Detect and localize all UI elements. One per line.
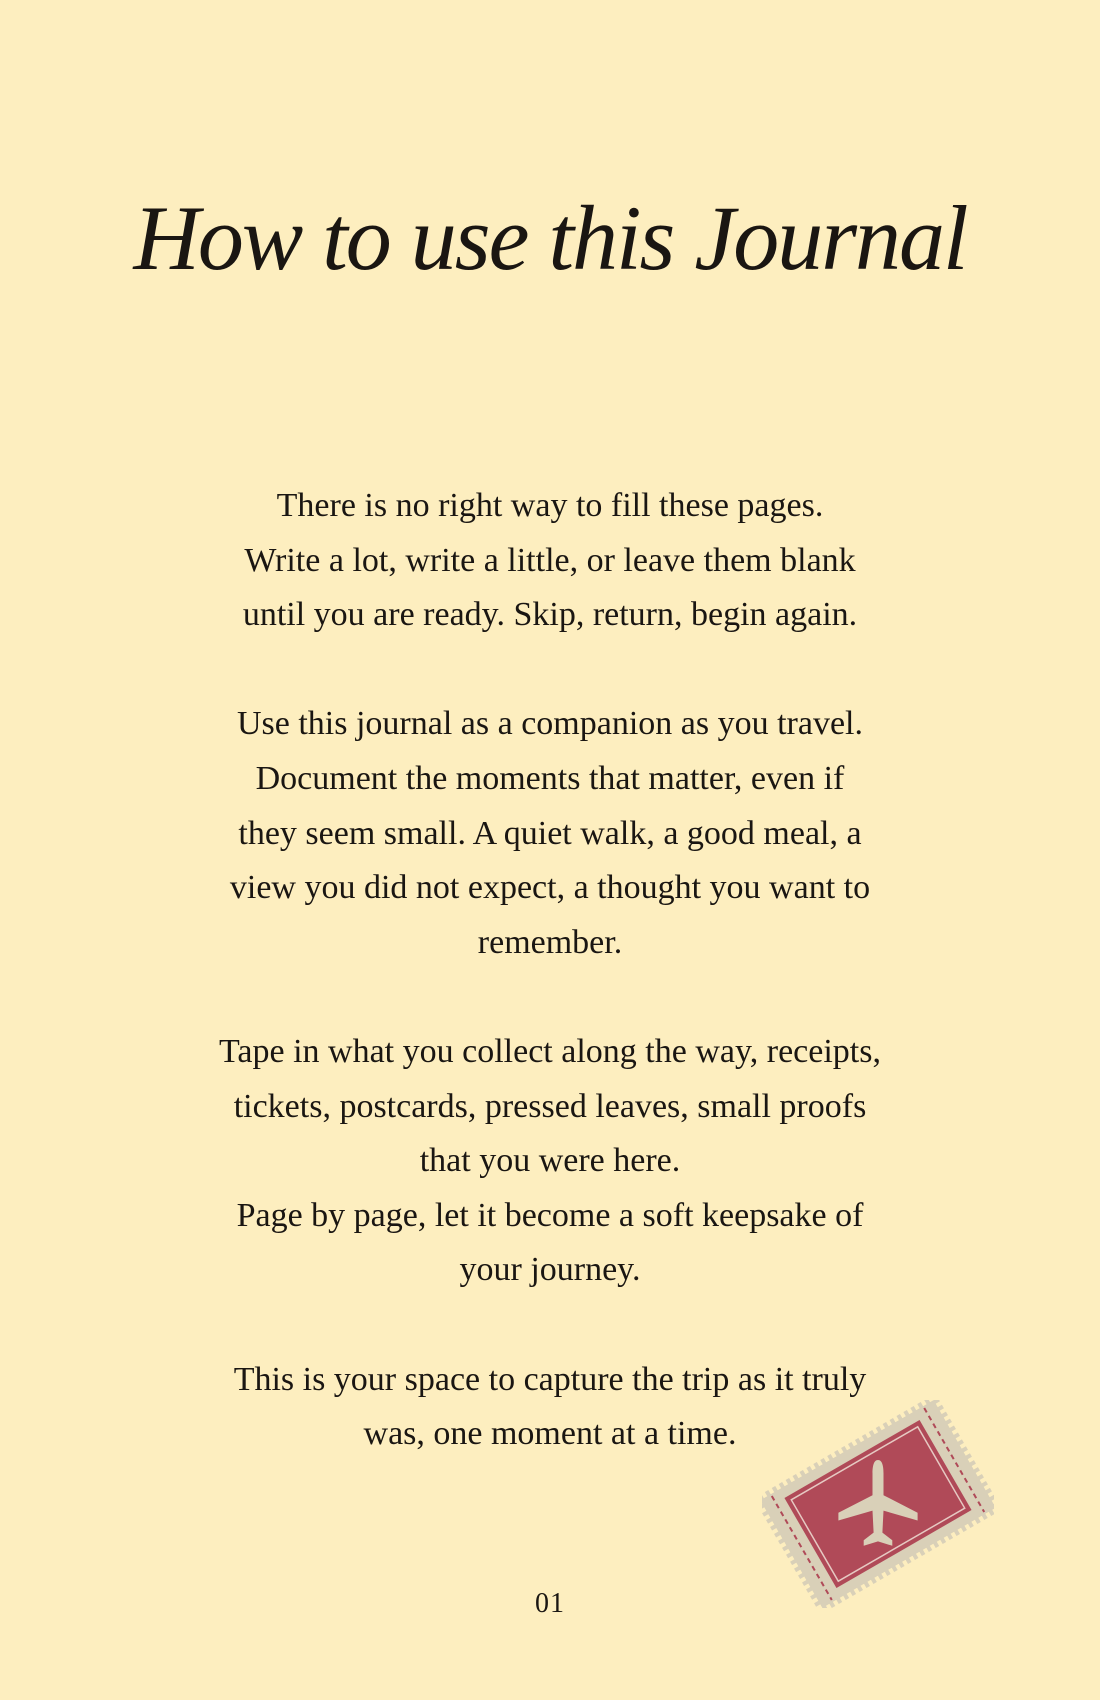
body-line: was, one moment at a time. bbox=[363, 1415, 737, 1453]
body-line: they seem small. A quiet walk, a good meal, a bbox=[238, 814, 862, 852]
body-line: This is your space to capture the trip as it truly bbox=[233, 1360, 867, 1398]
body-line: Page by page, let it become a soft keepsake of bbox=[236, 1196, 864, 1234]
body-line: remember. bbox=[477, 923, 623, 961]
body-line: Use this journal as a companion as you travel. bbox=[236, 705, 863, 743]
body-line: Tape in what you collect along the way, receipts, bbox=[219, 1032, 881, 1070]
paragraph-gap bbox=[0, 643, 1100, 698]
airplane-stamp-illustration bbox=[762, 1400, 994, 1608]
paragraph-gap bbox=[0, 1298, 1100, 1353]
body-line: until you are ready. Skip, return, begin again. bbox=[242, 596, 858, 634]
paragraph-gap bbox=[0, 970, 1100, 1025]
page-title: How to use this Journal bbox=[133, 187, 967, 289]
body-line: Write a lot, write a little, or leave them blank bbox=[244, 541, 856, 579]
page-number: 01 bbox=[535, 1588, 565, 1619]
body-line: view you did not expect, a thought you want to bbox=[229, 869, 871, 907]
body-line: Document the moments that matter, even if bbox=[255, 759, 845, 797]
body-line: your journey. bbox=[459, 1251, 641, 1289]
body-line: tickets, postcards, pressed leaves, small proofs bbox=[233, 1087, 867, 1125]
body-line: that you were here. bbox=[419, 1142, 681, 1180]
body-line: There is no right way to fill these pages. bbox=[276, 487, 824, 524]
body-text bbox=[0, 479, 1100, 1462]
